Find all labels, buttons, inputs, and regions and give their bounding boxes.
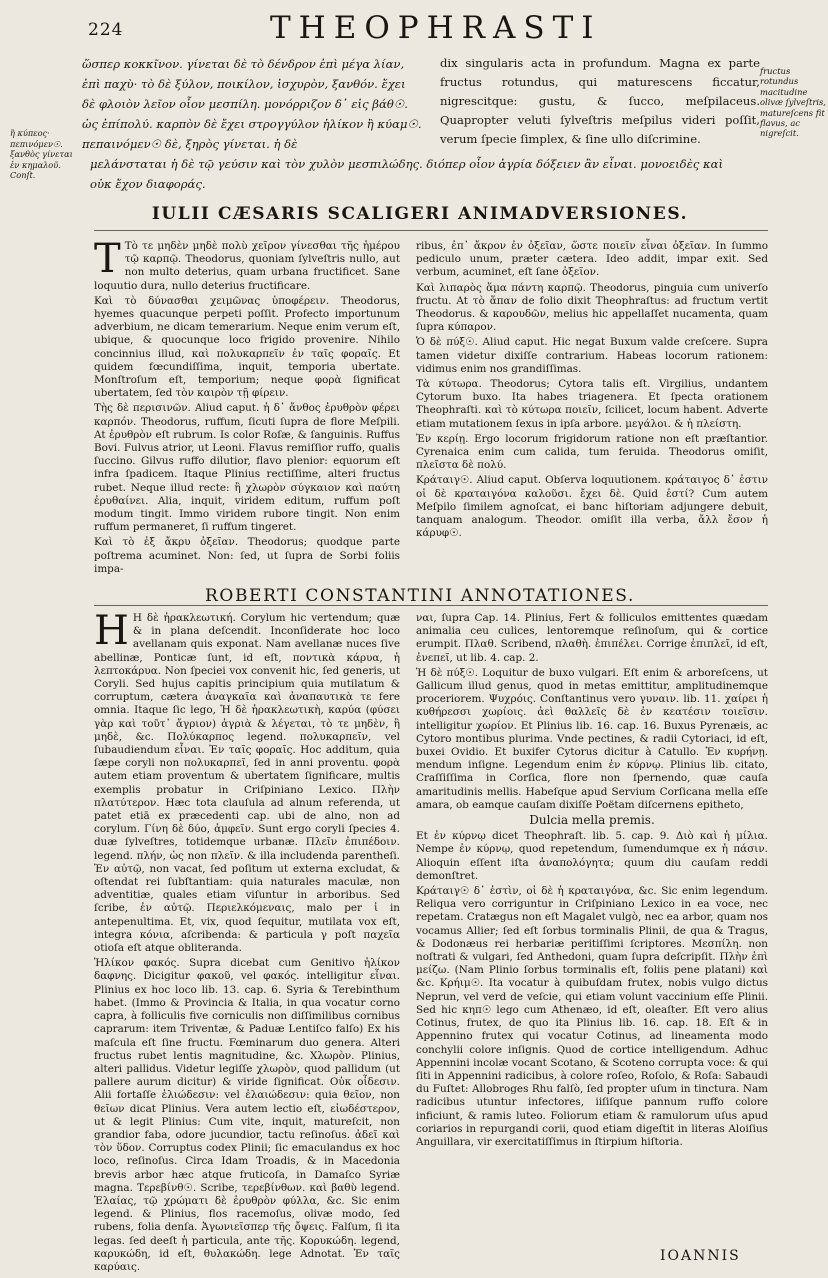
- margin-note-left: ἢ κύπεος· πεπινόμεν☉. ξανθὸς γίνεται ἐν κημαλοῦ. Conſt.: [10, 128, 73, 180]
- drop-cap: T: [94, 236, 121, 282]
- drop-cap: H: [94, 608, 129, 654]
- section-heading-constantini: ROBERTI CONSTANTINI ANNOTATIONES.: [205, 586, 635, 606]
- paragraph: ribus, ἐπ᾽ ἄκρον ἐν ὀξεῖαν, ὥστε ποιεῖν εἶναι ὀξεῖαν. In ſummo pediculo unum, præter cætera. Ideo addit, impar exit. Sed verbum, acuminet, eſt ſane ὀξεῖον.: [416, 240, 768, 279]
- paragraph: Τὰ κύτωρα. Theodorus; Cytora talis eſt. Virgilius, undantem Cytorum buxo. Ita habes triagenera. Et ſpecta orationem Theophraſti. καὶ τὸ κύτωρα ποιεῖν, ſcilicet, locum habent. Adverte etiam mutationem ſexus in ipſa arbore. μεγάλοι. & ἡ πλείστη.: [416, 378, 768, 430]
- paragraph: Κράταιγ☉. Aliud caput. Obſerva loquutionem. κράταιγος δ᾽ ἐστιν οἱ δὲ κραταιγόνα καλοῦσι. ἔχει δὲ. Quid ἐστί? Cum autem Meſpilo ſimilem agnoſcat, ei banc hiſtoriam adjungere debuit, tanquam analogum. Theodor. omiſit illa verba, ἄλλ ἔσον ἡ κάρυφ☉.: [416, 474, 768, 540]
- greek-text-left: ὥσπερ κοκκῖνον. γίνεται δὲ τὸ δένδρον ἐπὶ μέγα λίαν, ἐπὶ παχὺ· τὸ δὲ ξύλον, ποικίλον, ἰσχυρὸν, ξανθόν. ἔχει δὲ φλοιὸν λεῖον οἷον μεσπίλη. μονόρριζον δ᾽ εἰς βάθ☉. ὡς ἐπίπολύ. καρπὸν δὲ ἔχει στρογγύλον ἡλίκον ἢ κύαμ☉. πεπαινόμεν☉ δὲ, ξηρὸς γίνεται. ἡ δὲ: [82, 57, 422, 151]
- paragraph: H H δὲ ἡρακλεωτική. Corylum hic vertendum; quæ & in plana deſcendit. Inconſiderate hoc loco avellanam quis exponat. Nam avellanæ nuces ſive abellinæ, Ponticæ ſunt, id eſt, ποντικὰ κάρυα, ἡ λεπτοκάρυα. Non ſpeciei vox convenit hic, ſed generis, ut Coryli. Sed hujus capitis principium quia mutilatum & corruptum, cætera ἀναγκαῖα καὶ ἀναπαυτικὰ τε fere omnia. Itaque ſic lego, Ἡ δὲ ἡρακλεωτικὴ, καρύα (φύσει γὰρ καὶ τοῦτ᾽ ἄγριον) ἀγριὰ & λέγεται, τὸ τε μηδὲν, ἢ μηδὲ, &c. Πολύκαρπος legend. πολυκαρπεῖν, vel ſubaudiendum εἶναι. Ἐν ταῖς φοραῖς. Hoc additum, quia ſæpe coryli non πολυκαρπεῖ, ſed in anni proventu. φορὰ autem etiam proventum & ubertatem ſignificare, multis exemplis probatur in Criſpiniano Lexico. Πλὴν πλατύτερον. Hæc tota clauſula ad alnum referenda, ut patet etiā ex præcedenti cap. ubi de alno, non ad corylum. Γίνη δὲ δύο, ἀμφεῖν. Sunt ergo coryli ſpecies 4. duæ ſylveſtres, totidemque urbanæ. Πλεῖν ἐπιπέδοιν. legend. πλήν, ὡς non πλεῖν. & illa includenda parentheſi. Ἐν αὐτῷ, non vacat, ſed poſitum ut externa excludat, & oſtendat rei ſubſtantiam: quia naturales maculæ, non adventitiæ, quales etiam viſuntur in arboribus. Sed ſcribe, ἐν αὐτῷ. Περιελκόμεναις, malo per ἰ in antepenultima. Et, vix, quod ſequitur, mutilata vox eſt, integra κόνια, aſcribenda: & particula γ poſt παχεῖα otioſa eſt atque obliteranda.: [94, 608, 400, 955]
- paragraph: ναι, ſupra Cap. 14. Plinius, Fert & folliculos emittentes quædam animalia ceu culices, lentoremque reſinoſum, qui & cortice erumpit. Πλαθ. Scribend, πλαθὴ. ἐπιπέλει. Corrige ἐπιπλεῖ, id eſt, ἐνεπεῖ, ut lib. 4. cap. 2.: [416, 612, 768, 664]
- catchword: IOANNIS: [660, 1248, 741, 1264]
- divider: [94, 230, 768, 231]
- paragraph: Ἐν κερίῃ. Ergo locorum frigidorum ratione non eſt præſtantior. Cyrenaica enim cum calida, tum feruida. Theodorus omiſit, πλεῖστα δὲ πολύ.: [416, 432, 768, 472]
- paragraph: Καὶ τὸ δύνασθαι χειμῶνας ὑποφέρειν. Theodorus, hyemes quacunque perpeti poſſit. Profecto importunum adverbium, ne dicam temerarium. Neque enim verum eſt, ubique, & quocunque loco frigido provenire. Nihilo concinnius illud, καὶ πολυκαρπεῖν ἐν ταῖς φοραῖς. Et quidem fœcundiſſima, inquit, temporia ubertate. Monſtroſum eſt, temporium; neque φορὰ ſignificat ubertatem, ſed τὸν καιρὸν τῇ φίρειν.: [94, 294, 400, 400]
- section-heading-scaliger: IULII CÆSARIS SCALIGERI ANIMADVERSIONES.: [151, 204, 689, 224]
- scaliger-column-left: [94, 236, 400, 578]
- running-header: [0, 6, 800, 50]
- greek-text-bottom: μελάνσταται ἡ δὲ τῷ γεύσιν καὶ τὸν χυλὸν μεσπιλώδης. διόπερ οἷον ἀγρία δόξειεν ἂν εἶναι. μονοειδὲς καὶ οὐκ ἔχον διαφοράς.: [90, 157, 724, 191]
- margin-note-right: fructus rotundus macitudine olivæ ſylveſtris, matureſcens fit flavus, ac nigreſcit.: [760, 66, 826, 139]
- paragraph: Ὁ δὲ πύξ☉. Aliud caput. Hic negat Buxum valde creſcere. Supra tamen videtur dixiſſe contrarium. Habeas locorum rationem: vidimus enim nos grandiſſimas.: [416, 336, 768, 375]
- constantini-column-right: [416, 612, 768, 1244]
- paragraph: Ἡ δὲ πύξ☉. Loquitur de buxo vulgari. Eſt enim & arboreſcens, ut Gallicum illud genus, quod in metas emittitur, amplitudinemque proceriorem. Ψυχρόις. Conſtantinus vero γυναιν. lib. 11. χαίρει ἡ κυθήρεσσι χωρίοις. ἀεὶ θαλλεῖς δὲ ἐν κεατέσιν τοιεῖσιν. intelligitur χωρίον. Et Plinius lib. 16. cap. 16. Buxus Pyrenæis, ac Cytoro montibus plurima. Vnde pectines, & radii Cytoriaci, id eſt, buxei Ovidio. Et buxifer Cytorus dicitur à Catullo. Ἐν κυρήνῃ. mendum inſigne. Legendum enim ἐν κύρνῳ. Plinius lib. citato, Craſſiſſima in Corſica, flore non ſpernendo, quæ cauſa amaritudinis mellis. Habeſque apud Servium Corſicana mella eſſe amara, ob eamque cauſam dixiſſe Poëtam diſcernens epitheto,: [416, 666, 768, 811]
- paragraph: Et ἐν κύρνῳ dicet Theophraſt. lib. 5. cap. 9. Διὸ καὶ ἡ μίλια. Nempe ἐν κύρνῳ, quod repetendum, ſumendumque ex ἡ πάσιν. Alioquin eſſent iſta ἀναπολόγητα; quum diu cauſam reddi demonſtret.: [416, 830, 768, 882]
- running-title: THEOPHRASTI: [270, 10, 602, 46]
- paragraph: T Τὸ τε μηδὲν μηδὲ πολὺ χεῖρον γίνεσθαι τῆς ἡμέρου τῷ καρπῷ. Theodorus, quoniam ſylveſtris nullo, aut non multo deterius, quam urbana fructificet. Sane loquutio dura, nullo deterius fructificare.: [94, 236, 400, 292]
- paragraph: Τὴς δὲ περισινῶν. Aliud caput. ἡ δ᾽ ἄνθος ἐρυθρὸν φέρει καρπόν. Theodorus, ruffum, ſicuti ſupra de flore Meſpili. At ἐρυθρὸν eſt rubrum. Is color Roſæ, & ſanguinis. Ruffus Bovi. Fulvus atrior, ut Leoni. Flavus remiſſior ruffo, qualis ſuccino. Gilvus ruffo dilutior, flavo plenior: equorum eſt infra ſpadicem. Itaque Plinius rectiſſime, alteri fructus rubet. Neque illud recte: ἢ χλωρὸν σύγκαιον καὶ παύτη ἐρυθαίνει. Alia, inquit, viridem editum, ruffum poſt modum tingit. Immo viridem rubore tingit. Non enim ruffum permaneret, ſi ruffum tingeret.: [94, 402, 400, 534]
- paragraph: Καὶ λιπαρὸς ἅμα πάντη καρπῷ. Theodorus, pinguia cum univerſo fructu. At τὸ ἅπαν de folio dixit Theophraſtus: ad fructum vertit Theodorus. & καρουδῶν, melius hic appellaſſet nucamenta, quam ſupra κύπαρον.: [416, 281, 768, 334]
- theophrastus-text-block: [10, 50, 826, 200]
- verse-quote: Dulcia mella premis.: [529, 813, 655, 828]
- page-number: 224: [88, 20, 124, 40]
- scaliger-column-right: [416, 240, 768, 578]
- paragraph: Κράταιγ☉ δ᾽ ἐστὶν, οἱ δὲ ἡ κραταιγόνα, &c. Sic enim legendum. Reliqua vero corriguntur in Criſpiniano Lexico in ea voce, nec repetam. Cratægus non eſt Magalet vulgò, nec ea arbor, quam nos vocamus Allier; ſed eſt ſorbus torminalis Plinii, de qua & Tragus, & Dodonæus rei herbariæ peritiſſimi ſcriptores. Μεσπίλη. non noſtrati & vulgari, ſed Anthedoni, quam ſupra deſcripſit. Πλὴν ἐπὶ μείζω. (Nam Plinio ſorbus torminalis eſt, foliis pene platani) καὶ &c. Κρήιμ☉. Ita vocatur à quibuſdam frutex, nobis vulgo dictus Neprun, vel verd de veſcie, qui etiam volunt vaccinium eſſe Plinii. Sed hic κηπ☉ lego cum Athenæo, id eſt, oleaſter. Eſt vero alius Cotinus, frutex, de quo ita Plinius lib. 16. cap. 18. Eſt & in Appennino frutex qui vocatur Cotinus, ad lineamenta modo conchylii colore inſignis. Quod de cortice intelligendum. Adhuc Appennini incolæ vocant Scotano, & Scoteno corrupta voce: & qui ſiti in Appennini radicibus, à colore roſeo, Roſolo, & Roſa: Sabaudi du Fuſtet: Allobroges Rhu falſò, ſed propter uſum in tinctura. Nam radicibus utuntur infectores, iiſiſque pannum ruffo colore inficiunt, & ramis luteo. Foliorum etiam & ramulorum uſus apud coriarios in repurgandi corii, quod etiam digeſtit in literas Aloiſius Anguillara, vir exercitatiſſimus in ſtirpium hiſtoria.: [416, 885, 768, 1148]
- paragraph: Ἡλίκον φακός. Supra dicebat cum Genitivo ἡλίκον δαφνης. Dicigitur φακοῦ, vel φακός. intelligitur εἶναι. Plinius ex hoc loco lib. 13. cap. 6. Syria & Terebinthum habet. (Immo & Provincia & Italia, in qua vocatur corno capra, à folliculis five corniculis non diſſimilibus cornibus caprarum: item Triventæ, & Paduæ Lentiſco falſo) Ex his maſcula eſt ſine fructu. Fœminarum duo genera. Alteri fructus rubet lentis magnitudine, &c. Χλωρὸν. Plinius, alteri pallidus. Videtur legiſſe χλωρὸν, quod pallidum (ut pallere aurum dicitur) & viride ſignificat. Οὐκ οἶδεσιν. Alii fortaſſe ἐλιώδεσιν: vel ἐλαιώδεσιν: quia θεῖον, non θεῖων dicat Plinius. Vera autem lectio eſt, εἰωδέστερον, ut & legit Plinius: Cum vite, inquit, matureſcit, non grandior faba, odore jucundior, tactu reſinoſus. ἀδεῖ καὶ τὸν ὕδον. Corruptus codex Plinii; ſic emaculandus ex hoc loco, reſinoſus. Circa Idam Troadis, & in Macedonia brevis arbor hæc atque fruticoſa, in Damaſco Syriæ magna. Τερεβίνθ☉. Scribe, τερεβίνθων. καὶ βαθὺ legend. Ἐλαίας, τῷ χρώματι δὲ ἐρυθρὸν φύλλα, &c. Sic enim legend. & Plinius, flos racemoſus, olivæ modo, ſed rubens, folia denſa. Ἀγωνιεῖσπερ τῆς ὄψεις. Falſum, ſi ita legas. ſed deeſt ἡ particula, ante τῆς. Κορυκώδη. legend, καρυκώδη, id eſt, θυλακώδη. lege Adnotat. Ἐν ταῖς καρύαις.: [94, 957, 400, 1273]
- constantini-column-left: [94, 608, 400, 1273]
- latin-translation-right: dix singularis acta in profundum. Magna ex parte fructus rotundus, qui maturescens ficcatur, nigrescitque: gustu, & ſucco, meſpilaceus. Quapropter veluti ſylveſtris meſpilus videri poſſit, verum ſpecie ſimplex, & ſine ullo diſcrimine.: [440, 56, 760, 146]
- paragraph: Καὶ τὸ ἐξ ἄκρυ ὀξεῖαν. Theodorus; quodque parte poſtrema acuminet. Non: ſed, ut ſupra de Sorbi foliis impa-: [94, 536, 400, 575]
